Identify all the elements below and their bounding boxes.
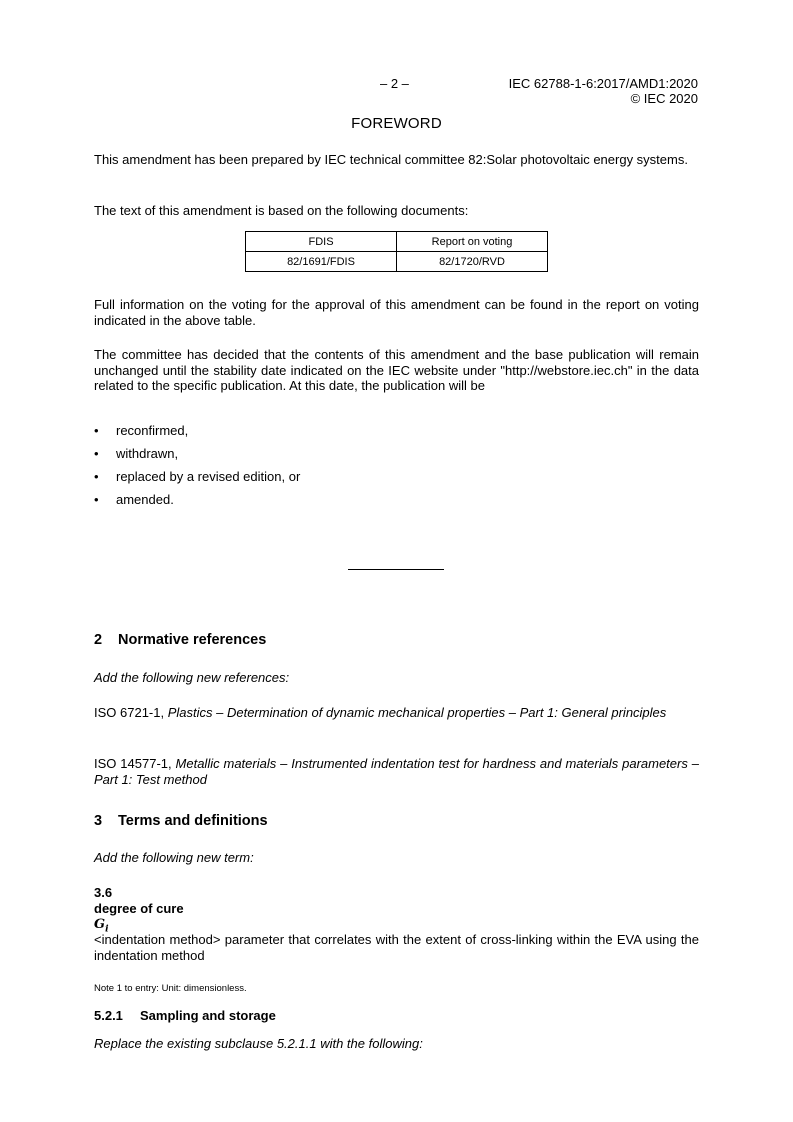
reference-iso-14577-1: ISO 14577-1, Metallic materials – Instrumented indentation test for hardness and materials parameters – Part 1: Test method [94,756,699,787]
section-divider [348,569,444,570]
term-definition: <indentation method> parameter that correlates with the extent of cross-linking within the EVA using the indentation method [94,932,699,963]
copyright: © IEC 2020 [630,91,698,106]
document-identifier [509,76,698,106]
section-2-instruction: Add the following new references: [94,670,290,685]
note-to-entry: Note 1 to entry: Unit: dimensionless. [94,983,247,994]
foreword-paragraph-4: The committee has decided that the contents of this amendment and the base publication will remain unchanged until the stability date indicated on the IEC website under "http://webstore.iec.ch" in the data related to the specific publication. At this date, the publication will be [94,347,699,393]
term-number: 3.6 [94,885,113,900]
bullet-icon: • [94,423,99,438]
table-header-cell: Report on voting [397,232,548,252]
doc-id: IEC 62788-1-6:2017/AMD1:2020 [508,76,698,91]
table-header-cell: FDIS [246,232,397,252]
reference-iso-6721-1: ISO 6721-1, Plastics – Determination of dynamic mechanical properties – Part 1: General principles [94,705,667,720]
subclause-heading-sampling-and-storage: 5.2.1 Sampling and storage [94,1008,276,1023]
table-row [246,252,548,272]
term-name: degree of cure [94,901,184,916]
section-heading-normative-references: 2 Normative references [94,632,267,648]
table-header-row [246,232,548,252]
page-number: – 2 – [380,76,409,91]
term-symbol: $G_i$ [94,917,109,935]
bullet-icon: • [94,492,99,507]
subclause-instruction: Replace the existing subclause 5.2.1.1 with the following: [94,1036,423,1051]
foreword-title: FOREWORD [351,115,442,132]
section-3-instruction: Add the following new term: [94,850,254,865]
foreword-paragraph-2: The text of this amendment is based on the following documents: [94,203,469,218]
bullet-icon: • [94,446,99,461]
foreword-paragraph-3: Full information on the voting for the approval of this amendment can be found in the report on voting indicated in the above table. [94,297,699,328]
voting-table [245,231,548,272]
table-cell: 82/1691/FDIS [246,252,397,272]
section-heading-terms-and-definitions: 3 Terms and definitions [94,813,268,829]
bullet-icon: • [94,469,99,484]
foreword-paragraph-1: This amendment has been prepared by IEC technical committee 82:Solar photovoltaic energy systems. [94,152,688,167]
table-cell: 82/1720/RVD [397,252,548,272]
